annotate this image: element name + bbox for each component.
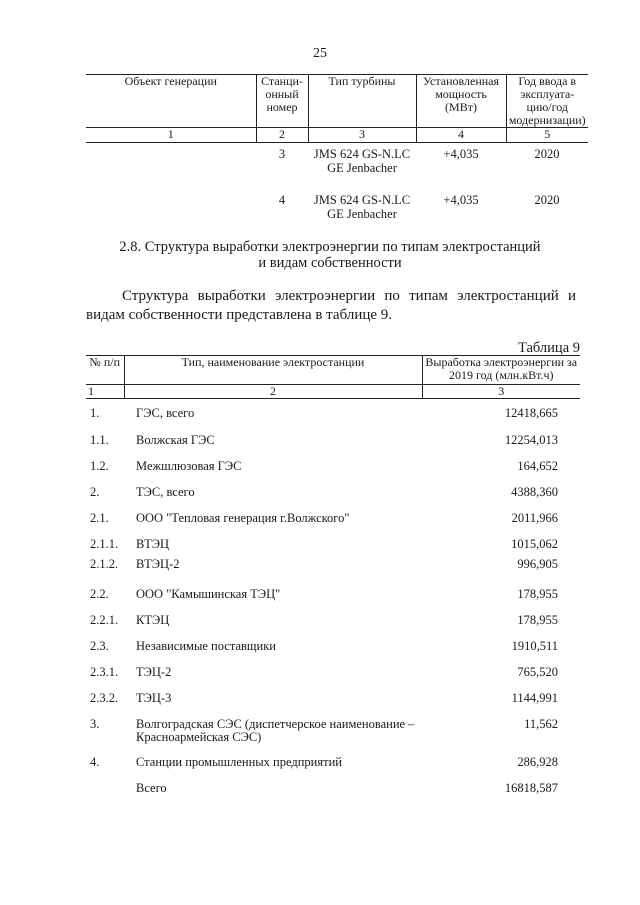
row-number — [86, 772, 124, 798]
header-station-type: Тип, наименование электростанции — [124, 356, 422, 385]
turbine-maker: GE Jenbacher — [327, 207, 397, 221]
station-name: ТЭЦ-2 — [136, 664, 172, 679]
station-name: Волгоградская СЭС (диспетчерское наименование – Красноармейская СЭС) — [136, 716, 415, 744]
station-name: Независимые поставщики — [136, 638, 276, 653]
section-title-line: и видам собственности — [258, 255, 402, 271]
turbine-maker: GE Jenbacher — [327, 161, 397, 175]
output-value: 1015,062 — [511, 536, 558, 551]
header-no: № п/п — [86, 356, 124, 385]
table-label: Таблица 9 — [517, 340, 580, 356]
row-number: 2.3. — [90, 638, 109, 653]
object-cell — [86, 147, 256, 175]
station-no-cell: 3 — [278, 147, 286, 161]
row-number: 2.3.1. — [90, 664, 119, 679]
row-number: 2.1.1. — [90, 536, 119, 551]
output-value: 286,928 — [517, 754, 558, 769]
row-number: 4. — [90, 754, 100, 769]
column-number: 4 — [416, 128, 506, 143]
turbine-model: JMS 624 GS-N.LC — [313, 193, 411, 207]
row-number: 2.3.2. — [90, 690, 119, 705]
station-name: ВТЭЦ — [136, 536, 170, 551]
header-object: Объект генерации — [86, 75, 256, 128]
output-value: 164,652 — [517, 458, 558, 473]
station-name: КТЭЦ — [136, 612, 170, 627]
output-value: 2011,966 — [511, 510, 558, 525]
station-name: ГЭС, всего — [136, 406, 195, 420]
year-cell: 2020 — [534, 193, 560, 207]
column-number: 3 — [308, 128, 416, 143]
header-year: Год ввода в эксплуата-цию/год модернизации) — [506, 75, 588, 128]
row-number: 2.1.2. — [90, 556, 119, 571]
output-value: 11,562 — [524, 716, 558, 731]
column-number: 1 — [86, 128, 256, 143]
column-number: 2 — [124, 385, 422, 399]
station-name: Межшлюзовая ГЭС — [136, 458, 242, 473]
station-name: ВТЭЦ-2 — [136, 556, 180, 571]
table-row — [86, 193, 588, 221]
header-capacity: Установленная мощность (МВт) — [416, 75, 506, 128]
output-value: 12254,013 — [504, 432, 558, 447]
total-label: Всего — [136, 780, 167, 795]
column-number: 5 — [506, 128, 588, 143]
table-row — [86, 147, 588, 175]
turbine-cell — [308, 147, 416, 175]
row-number: 2.1. — [90, 510, 109, 525]
capacity-cell: +4,035 — [443, 147, 479, 161]
header-turbine: Тип турбины — [308, 75, 416, 128]
capacity-cell: +4,035 — [443, 193, 479, 207]
total-value: 16818,587 — [504, 780, 558, 795]
row-number: 2. — [90, 484, 100, 499]
row-number: 3. — [90, 716, 100, 731]
table-9 — [86, 355, 580, 798]
output-value: 1144,991 — [511, 690, 558, 705]
row-number: 1. — [90, 406, 100, 420]
object-cell — [86, 193, 256, 221]
station-name: Станции промышленных предприятий — [136, 754, 342, 769]
station-name: ТЭС, всего — [136, 484, 195, 499]
column-number: 1 — [86, 385, 124, 399]
column-number: 2 — [256, 128, 308, 143]
station-name: Волжская ГЭС — [136, 432, 215, 447]
row-number: 1.2. — [90, 458, 109, 473]
section-paragraph: Структура выработки электроэнергии по типам электростанций и видам собственности представлена в таблице 9. — [86, 288, 576, 323]
turbine-cell — [308, 193, 416, 221]
header-output: Выработка электроэнергии за 2019 год (млн.кВт.ч) — [422, 356, 580, 385]
station-name: ТЭЦ-3 — [136, 690, 172, 705]
row-number: 2.2.1. — [90, 612, 119, 627]
output-value: 996,905 — [517, 556, 558, 571]
output-value: 4388,360 — [511, 484, 558, 499]
column-number: 3 — [422, 385, 580, 399]
section-title — [100, 239, 560, 271]
header-station-no: Станци-онный номер — [256, 75, 308, 128]
output-value: 1910,511 — [511, 638, 558, 653]
year-cell: 2020 — [534, 147, 560, 161]
section-title-line: 2.8. Структура выработки электроэнергии по типам электростанций — [119, 239, 541, 255]
output-value: 765,520 — [517, 664, 558, 679]
station-name: ООО "Тепловая генерация г.Волжского" — [136, 510, 350, 525]
output-value: 178,955 — [517, 612, 558, 627]
row-number: 2.2. — [90, 586, 109, 601]
generation-table — [86, 74, 588, 221]
row-number: 1.1. — [90, 432, 109, 447]
output-value: 12418,665 — [504, 406, 558, 420]
turbine-model: JMS 624 GS-N.LC — [313, 147, 411, 161]
output-value: 178,955 — [517, 586, 558, 601]
station-name: ООО "Камышинская ТЭЦ" — [136, 586, 281, 601]
station-no-cell: 4 — [278, 193, 286, 207]
page-number: 25 — [313, 46, 327, 61]
